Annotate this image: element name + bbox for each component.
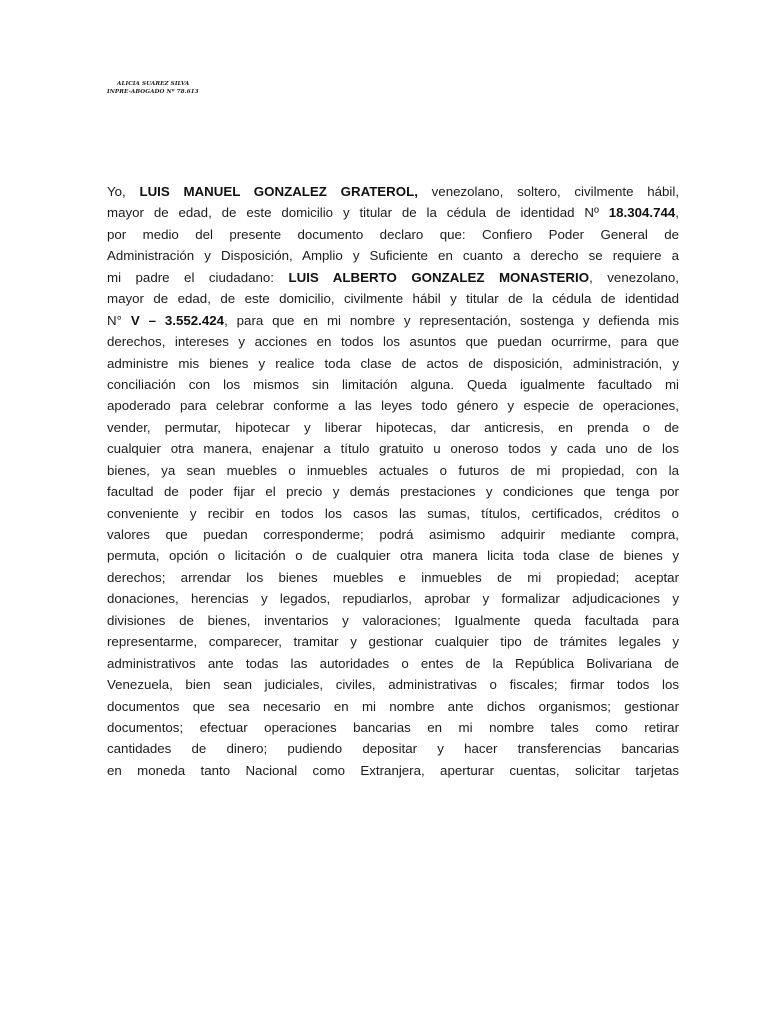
text-segment: facultad de poder fijar el precio y demás prestaciones y condiciones que tenga por <box>107 484 679 500</box>
text-segment: administre mis bienes y realice toda clase de actos de disposición, administración, y <box>107 355 679 371</box>
text-line <box>107 181 679 202</box>
text-line <box>107 760 679 781</box>
text-segment: representarme, comparecer, tramitar y gestionar cualquier tipo de trámites legales y <box>107 634 679 650</box>
text-line <box>107 395 679 416</box>
bold-text-segment: LUIS MANUEL GONZALEZ GRATEROL, <box>139 184 418 199</box>
text-line <box>107 460 679 481</box>
text-line <box>107 310 679 331</box>
text-line <box>107 524 679 545</box>
text-segment: cantidades de dinero; pudiendo depositar y hacer transferencias bancarias <box>107 741 679 757</box>
text-line <box>107 481 679 502</box>
text-line <box>107 503 679 524</box>
text-segment: apoderado para celebrar conforme a las leyes todo género y especie de operaciones, <box>107 398 679 414</box>
text-line <box>107 545 679 566</box>
text-segment: conciliación con los mismos sin limitación alguna. Queda igualmente facultado mi <box>107 376 679 392</box>
text-segment: documentos; efectuar operaciones bancarias en mi nombre tales como retirar <box>107 719 679 735</box>
text-line <box>107 567 679 588</box>
text-line <box>107 696 679 717</box>
text-segment: administrativos ante todas las autoridades o entes de la República Bolivariana de <box>107 655 679 671</box>
power-of-attorney-text <box>107 181 679 781</box>
text-line <box>107 374 679 395</box>
text-line <box>107 653 679 674</box>
text-line <box>107 674 679 695</box>
text-segment: , venezolano, <box>589 269 679 285</box>
text-line <box>107 738 679 759</box>
text-segment: derechos, intereses y acciones en todos los asuntos que puedan ocurrirme, para que <box>107 334 679 350</box>
text-line <box>107 353 679 374</box>
text-segment: en moneda tanto Nacional como Extranjera, aperturar cuentas, solicitar tarjetas <box>107 762 679 778</box>
text-segment: documentos que sea necesario en mi nombre ante dichos organismos; gestionar <box>107 698 679 714</box>
text-line <box>107 267 679 288</box>
bold-text-segment: LUIS ALBERTO GONZALEZ MONASTERIO <box>288 269 590 285</box>
text-line <box>107 438 679 459</box>
bold-text-segment: V – 3.552.424 <box>130 312 225 328</box>
text-line <box>107 224 679 245</box>
text-segment: mayor de edad, de este domicilio y titular de la cédula de identidad Nº <box>107 205 609 221</box>
text-line <box>107 588 679 609</box>
text-line <box>107 331 679 352</box>
text-segment: venezolano, soltero, civilmente hábil, <box>417 184 680 199</box>
text-line <box>107 610 679 631</box>
bold-text-segment: 18.304.744 <box>608 205 676 221</box>
text-line <box>107 202 679 223</box>
text-segment: por medio del presente documento declaro que: Confiero Poder General de <box>107 226 679 242</box>
text-segment: N° <box>107 312 131 328</box>
text-segment: , para que en mi nombre y representación, sostenga y defienda mis <box>224 312 679 328</box>
text-segment: Administración y Disposición, Amplio y Suficiente en cuanto a derecho se requiere a <box>107 248 679 264</box>
text-segment: permuta, opción o licitación o de cualquier otra manera licita toda clase de bienes y <box>107 548 679 564</box>
text-line <box>107 245 679 266</box>
text-segment: derechos; arrendar los bienes muebles e inmuebles de mi propiedad; aceptar <box>107 569 679 585</box>
attorney-name: ALICIA SUAREZ SILVA <box>117 81 190 87</box>
text-segment: donaciones, herencias y legados, repudiarlos, aprobar y formalizar adjudicaciones y <box>107 591 679 607</box>
text-segment: , <box>675 205 679 221</box>
text-segment: mayor de edad, de este domicilio, civilmente hábil y titular de la cédula de identidad <box>107 291 679 307</box>
text-line <box>107 417 679 438</box>
text-segment: conveniente y recibir en todos los casos las sumas, títulos, certificados, créditos o <box>107 505 679 521</box>
text-segment: valores que puedan corresponderme; podrá asimismo adquirir mediante compra, <box>107 527 679 542</box>
letterhead <box>107 80 199 96</box>
text-line <box>107 717 679 738</box>
attorney-registration: INPRE-ABOGADO Nº 78.613 <box>107 89 199 95</box>
text-segment: Yo, <box>107 184 140 199</box>
text-segment: cualquier otra manera, enajenar a título gratuito u oneroso todos y cada uno de los <box>107 441 679 457</box>
text-segment: mi padre el ciudadano: <box>107 269 289 285</box>
text-segment: vender, permutar, hipotecar y liberar hipotecas, dar anticresis, en prenda o de <box>107 419 679 435</box>
text-segment: Venezuela, bien sean judiciales, civiles, administrativas o fiscales; firmar todos los <box>107 677 679 693</box>
text-line <box>107 631 679 652</box>
text-segment: divisiones de bienes, inventarios y valoraciones; Igualmente queda facultada para <box>107 612 679 628</box>
text-line <box>107 288 679 309</box>
text-segment: bienes, ya sean muebles o inmuebles actuales o futuros de mi propiedad, con la <box>107 462 679 478</box>
